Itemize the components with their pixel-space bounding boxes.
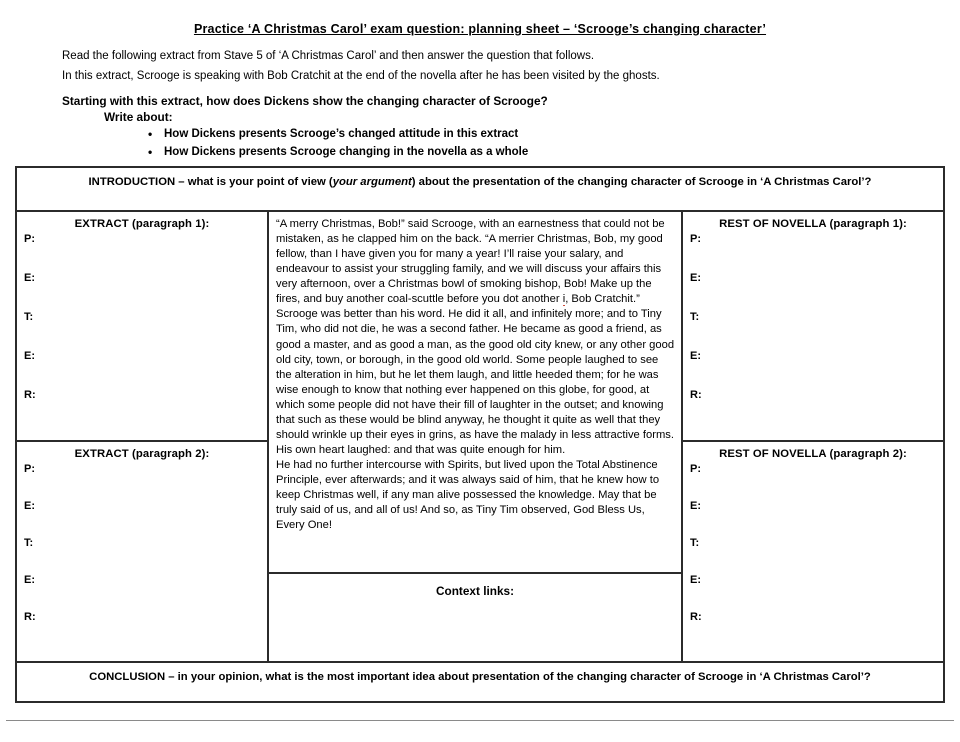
peter-label-t[interactable]: T:: [24, 311, 34, 323]
extract-paragraph-1-heading: EXTRACT (paragraph 1):: [74, 218, 210, 230]
write-about-bullets: [0, 126, 960, 162]
peter-structure-list: [17, 234, 267, 401]
peter-label-p[interactable]: P:: [690, 233, 701, 245]
conclusion-band: [17, 661, 943, 705]
exam-question: Starting with this extract, how does Dickens show the changing character of Scrooge?: [62, 93, 548, 108]
intro-line-2: In this extract, Scrooge is speaking with Bob Cratchit at the end of the novella after he has been visited by the ghosts.: [62, 69, 660, 82]
peter-label-t[interactable]: T:: [690, 537, 700, 549]
bullet-item: • How Dickens presents Scrooge’s changed attitude in this extract: [148, 126, 960, 143]
rest-of-novella-column: [683, 212, 943, 661]
page-title: Practice ‘A Christmas Carol’ exam question: planning sheet – ‘Scrooge’s changing character’: [193, 22, 767, 36]
peter-label-p[interactable]: P:: [690, 463, 701, 475]
introduction-prompt: [89, 168, 872, 188]
peter-label-e2[interactable]: E:: [24, 350, 35, 362]
write-about-label: Write about:: [104, 109, 173, 124]
extract-text-part-2: , Bob Cratchit.” Scrooge was better than his word. He did it all, and infinitely more; and to Tiny Tim, who did not die, he was a second father. He became as good a friend, as good a master, and as good a man, as the good old city knew, or any other good old city, town, or borough, in the good old world. Some people laughed to see the alteration in him, but he let them laugh, and little heeded them; for he was wise enough to know that nothing ever happened on this globe, for good, at which some people did not have their fill of laughter in the outset; and knowing that such as these would be blind anyway, he thought it quite as well that they should wrinkle up their eyes in grins, as have the malady in less attractive forms. His own heart laughed: and that was quite enough for him.: [276, 293, 675, 456]
intro-paragraph: [62, 47, 960, 87]
peter-label-e2[interactable]: E:: [24, 574, 35, 586]
introduction-prompt-emphasis: your argument: [332, 176, 412, 188]
peter-label-p[interactable]: P:: [24, 233, 35, 245]
peter-label-e1[interactable]: E:: [690, 272, 701, 284]
introduction-prompt-suffix: ) about the presentation of the changing character of Scrooge in ‘A Christmas Carol’?: [411, 176, 872, 188]
intro-line-1: Read the following extract from Stave 5 of ‘A Christmas Carol’ and then answer the question that follows.: [62, 50, 595, 62]
peter-structure-list: [17, 464, 267, 623]
peter-structure-list: [683, 464, 943, 623]
peter-structure-list: [683, 234, 943, 401]
extract-text-part-3: He had no further intercourse with Spirits, but lived upon the Total Abstinence Principle, ever afterwards; and it was always said of him, that he knew how to keep Christmas well, if any man alive possessed the knowledge. May that be truly said of us, and all of us! And so, as Tiny Tim observed, God Bless Us, Every One!: [276, 459, 660, 532]
novella-paragraph-2-heading: REST OF NOVELLA (paragraph 2):: [719, 448, 907, 460]
peter-label-e2[interactable]: E:: [690, 574, 701, 586]
conclusion-prompt: CONCLUSION – in your opinion, what is the most important idea about presentation of the changing character of Scrooge in ‘A Christmas Carol’?: [89, 671, 871, 683]
extract-passage-text: [276, 217, 675, 533]
peter-label-t[interactable]: T:: [690, 311, 700, 323]
extract-passage-cell: [269, 212, 681, 574]
extract-paragraph-2-heading: EXTRACT (paragraph 2):: [74, 448, 210, 460]
novella-paragraph-2-cell[interactable]: [683, 442, 943, 661]
context-links-label: Context links:: [436, 584, 514, 598]
grid-body: [17, 212, 943, 661]
peter-label-r[interactable]: R:: [24, 611, 36, 623]
spelling-error-marker: i: [562, 293, 566, 306]
introduction-band: [17, 168, 943, 212]
peter-label-r[interactable]: R:: [690, 611, 702, 623]
context-links-cell[interactable]: [269, 574, 681, 661]
peter-label-r[interactable]: R:: [24, 389, 36, 401]
novella-paragraph-1-heading: REST OF NOVELLA (paragraph 1):: [719, 218, 907, 230]
footer-divider: [6, 720, 954, 721]
source-text-column: [269, 212, 683, 661]
novella-paragraph-1-cell[interactable]: [683, 212, 943, 442]
extract-text-part-1: “A merry Christmas, Bob!” said Scrooge, with an earnestness that could not be mistaken, as he clapped him on the back. “A merrier Christmas, Bob, my good fellow, than I have given you for many a year! I’ll raise your salary, and endeavour to assist your struggling family, and we will discuss your affairs this very afternoon, over a Christmas bowl of smoking bishop, Bob! Make up the fires, and buy another coal-scuttle before you dot another: [276, 218, 665, 306]
peter-label-e1[interactable]: E:: [24, 272, 35, 284]
peter-label-t[interactable]: T:: [24, 537, 34, 549]
planning-sheet-page: [0, 22, 960, 742]
extract-column: [17, 212, 269, 661]
peter-label-e1[interactable]: E:: [690, 500, 701, 512]
bullet-item: • How Dickens presents Scrooge changing in the novella as a whole: [148, 144, 960, 161]
peter-label-e2[interactable]: E:: [690, 350, 701, 362]
peter-label-p[interactable]: P:: [24, 463, 35, 475]
extract-paragraph-2-cell[interactable]: [17, 442, 267, 661]
extract-paragraph-1-cell[interactable]: [17, 212, 267, 442]
peter-label-e1[interactable]: E:: [24, 500, 35, 512]
planning-grid: [15, 166, 945, 703]
introduction-prompt-prefix: INTRODUCTION – what is your point of view (: [88, 176, 333, 188]
peter-label-r[interactable]: R:: [690, 389, 702, 401]
